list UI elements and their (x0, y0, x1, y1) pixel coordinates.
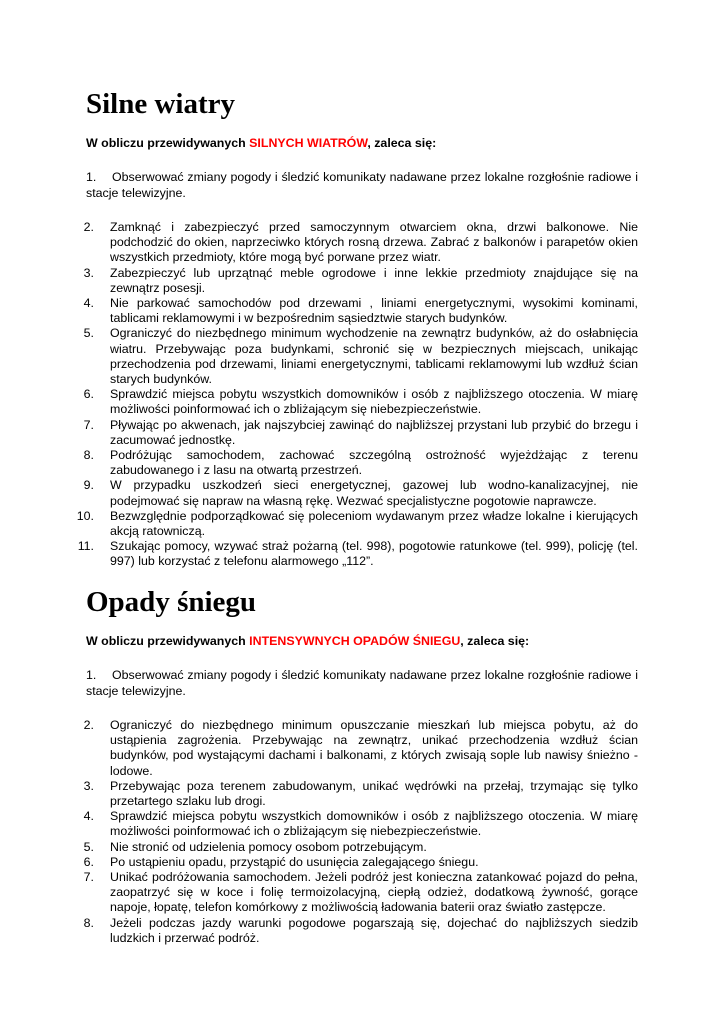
wind-item-number: 3. (83, 265, 94, 280)
snow-item-number: 8. (83, 915, 94, 930)
wind-item-text: Ograniczyć do niezbędnego minimum wychodzenie na zewnątrz budynków, aż do osłabnięcia wiatru. Przebywając poza budynkami, schronić się w bezpiecznych miejscach, unikając przechodzenia pod drzewami, liniami energetycznymi, tablicami reklamowymi lub wzdłuż ścian starych budynków. (110, 326, 638, 387)
snow-item-text: Unikać podróżowania samochodem. Jeżeli podróż jest konieczna zatankować pojazd do pełna, zaopatrzyć się w koce i folię termoizolacyjną, ciepłą odzież, dodatkową żywność, gorące napoje, łopatę, telefon komórkowy z możliwością ładowania baterii oraz światło zastępcze. (110, 870, 638, 915)
wind-list-item (83, 326, 638, 387)
wind-item-text: Podróżując samochodem, zachować szczególną ostrożność wyjeżdżając z terenu zabudowanego i z lasu na otwartą przestrzeń. (110, 448, 638, 478)
snow-list-item (83, 718, 638, 779)
snow-list (83, 718, 638, 946)
wind-list (76, 220, 638, 570)
wind-list-item (83, 478, 638, 508)
snow-item-text: Przebywając poza terenem zabudowanym, unikać wędrówki na przełaj, trzymając się tylko przetartego szlaku lub drogi. (110, 778, 638, 809)
snow-item-number: 4. (83, 809, 94, 824)
wind-first-item (86, 169, 638, 201)
snow-first-item (86, 667, 638, 699)
wind-item-text: Szukając pomocy, wzywać straż pożarną (tel. 998), pogotowie ratunkowe (tel. 999), policję (tel. 997) lub korzystać z telefonu alarmowego „112”. (110, 539, 638, 569)
snow-item-number: 3. (83, 778, 94, 793)
wind-list-item (83, 387, 638, 417)
wind-list-item (83, 417, 638, 448)
wind-item-text: W przypadku uszkodzeń sieci energetycznej, gazowej lub wodno-kanalizacyjnej, nie podejmować się napraw na własną rękę. Wezwać specjalistyczne pogotowie naprawcze. (110, 478, 638, 508)
wind-list-item (83, 265, 638, 296)
wind-item-number: 5. (83, 326, 94, 341)
wind-list-item (83, 448, 638, 478)
wind-item-number: 8. (83, 448, 94, 463)
wind-intro (86, 135, 638, 151)
snow-list-item (83, 778, 638, 809)
snow-item-text: Ograniczyć do niezbędnego minimum opuszczanie mieszkań lub miejsca pobytu, aż do ustąpienia zagrożenia. Przebywając na zewnątrz, unikać przechodzenia wzdłuż ścian budynków, pod wystającymi dachami i balkonami, z których zwisają sople lub nawisy śnieżno - lodowe. (110, 718, 638, 778)
snow-item-text: Po ustąpieniu opadu, przystąpić do usunięcia zalegającego śniegu. (110, 854, 479, 869)
wind-item-text: Nie parkować samochodów pod drzewami , liniami energetycznymi, wysokimi kominami, tablicami reklamowymi i w bezpośrednim sąsiedztwie starych budynków. (110, 296, 638, 326)
wind-list-item (77, 539, 638, 569)
wind-title: Silne wiatry (86, 88, 236, 120)
wind-item-text: Zamknąć i zabezpieczyć przed samoczynnym otwarciem okna, drzwi balkonowe. Nie podchodzić do okien, naprzeciwko których rosną drzewa. Zabrać z balkonów i parapetów okien wszystkich przedmioty, które mogą być porwane przez wiatr. (110, 220, 638, 265)
snow-item-number: 5. (83, 839, 94, 854)
wind-list-item (83, 220, 638, 266)
wind-intro-highlight: SILNYCH WIATRÓW (249, 136, 368, 150)
snow-item-text: Jeżeli podczas jazdy warunki pogodowe pogarszają się, dojechać do najbliższych siedzib ludzkich i przerwać podróż. (110, 915, 638, 945)
wind-intro-prefix: W obliczu przewidywanych (86, 136, 250, 150)
wind-item-number: 7. (83, 417, 94, 432)
wind-item-number: 4. (83, 296, 94, 311)
snow-section (83, 584, 638, 946)
wind-item-number: 6. (83, 387, 94, 402)
snow-intro (86, 633, 638, 649)
wind-item-number: 2. (83, 220, 94, 234)
snow-item-number: 7. (83, 870, 94, 885)
snow-list-item (83, 809, 638, 839)
wind-item-number: 10. (76, 508, 94, 523)
snow-item-text: Sprawdzić miejsca pobytu wszystkich domowników i osób z najbliższego otoczenia. W miarę możliwości poinformować ich o zbliżającym się niebezpieczeństwie. (110, 809, 638, 839)
snow-title: Opady śniegu (86, 586, 257, 618)
wind-item-text: Zabezpieczyć lub uprzątnąć meble ogrodowe i inne lekkie przedmioty znajdujące się na zewnątrz posesji. (110, 265, 638, 295)
snow-first-number: 1. (86, 668, 97, 682)
snow-list-item (83, 915, 638, 946)
snow-list-item (83, 854, 638, 870)
wind-intro-suffix: , zaleca się: (367, 136, 437, 150)
wind-list-item (83, 296, 638, 326)
wind-item-number: 9. (83, 478, 94, 493)
wind-first-number: 1. (86, 170, 97, 184)
wind-item-text: Pływając po akwenach, jak najszybciej zawinąć do najbliższej przystani lub przybić do brzegu i zacumować jednostkę. (110, 417, 638, 447)
wind-item-text: Sprawdzić miejsca pobytu wszystkich domowników i osób z najbliższego otoczenia. W miarę możliwości poinformować ich o zbliżającym się niebezpieczeństwie. (110, 387, 638, 417)
wind-item-number: 11. (77, 539, 94, 554)
snow-first-text: Obserwować zmiany pogody i śledzić komunikaty nadawane przez lokalne rozgłośnie radiowe i stacje telewizyjne. (86, 668, 638, 698)
snow-item-number: 2. (83, 718, 94, 732)
snow-item-text: Nie stronić od udzielenia pomocy osobom potrzebującym. (110, 839, 427, 854)
snow-intro-highlight: INTENSYWNYCH OPADÓW ŚNIEGU (249, 634, 461, 648)
snow-intro-suffix: , zaleca się: (460, 634, 530, 648)
snow-list-item (83, 870, 638, 916)
snow-intro-prefix: W obliczu przewidywanych (86, 634, 250, 648)
wind-item-text: Bezwzględnie podporządkować się poleceniom wydawanym przez władze lokalne i kierujących akcją ratowniczą. (110, 508, 638, 539)
snow-list-item (83, 839, 638, 855)
wind-list-item (76, 508, 638, 539)
wind-first-text: Obserwować zmiany pogody i śledzić komunikaty nadawane przez lokalne rozgłośnie radiowe i stacje telewizyjne. (86, 170, 638, 200)
wind-section (76, 86, 638, 570)
snow-item-number: 6. (83, 854, 94, 869)
